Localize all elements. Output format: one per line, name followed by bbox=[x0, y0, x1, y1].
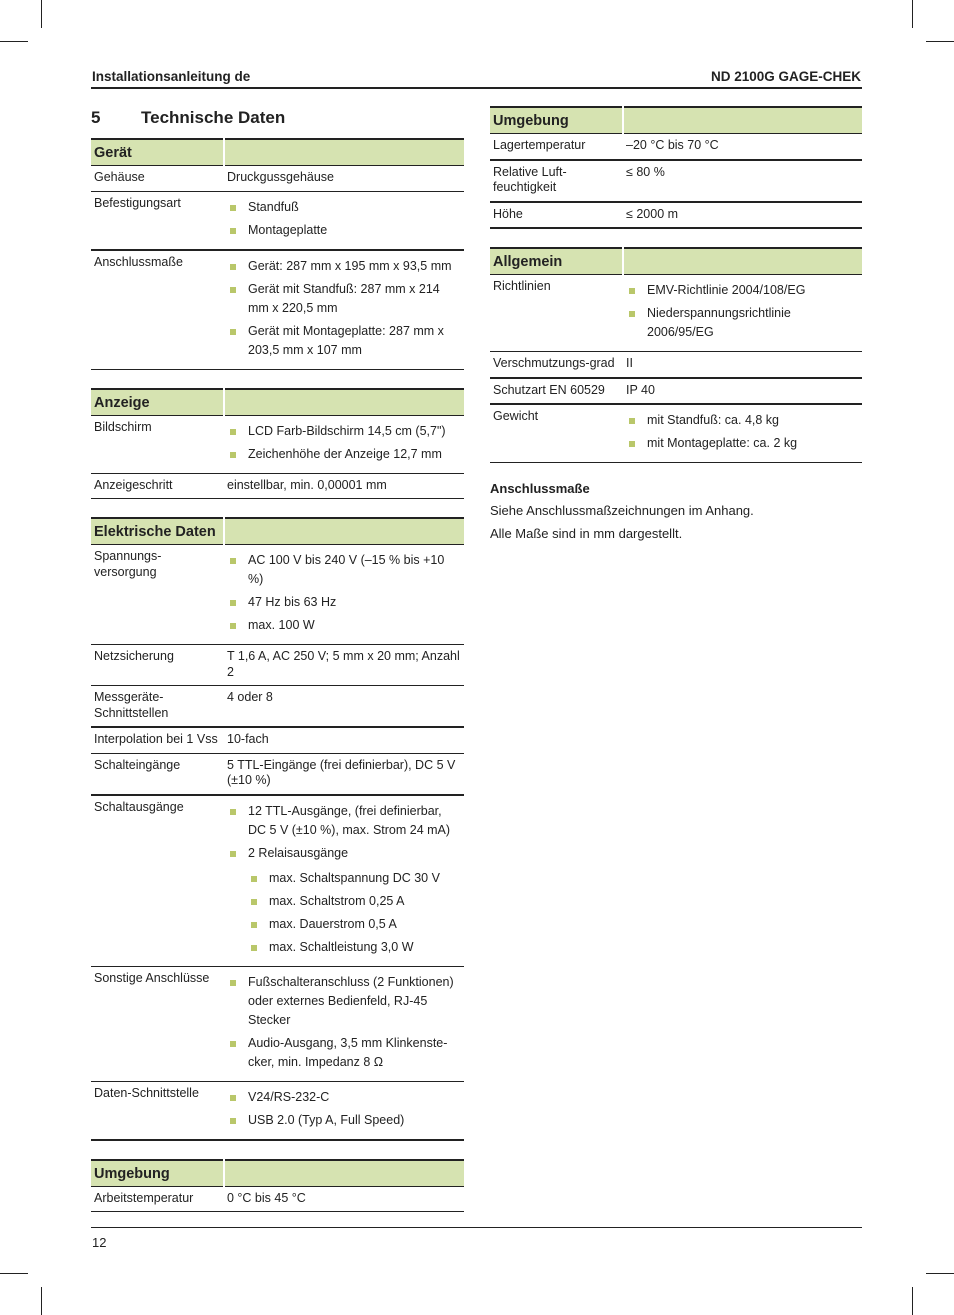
row-label: Schalteingänge bbox=[91, 753, 224, 795]
list-item: Gerät mit Montageplatte: 287 mm x 203,5 mm x 107 mm bbox=[227, 322, 461, 360]
table-title: Umgebung bbox=[490, 107, 623, 134]
list-item: Montageplatte bbox=[227, 221, 461, 240]
crop-mark bbox=[912, 1287, 913, 1315]
table-row bbox=[91, 415, 464, 473]
list-item: max. Dauerstrom 0,5 A bbox=[248, 915, 461, 934]
bullet-icon bbox=[251, 876, 257, 882]
list-item: Audio-Ausgang, 3,5 mm Klinkenste-cker, min. Impedanz 8 Ω bbox=[227, 1034, 461, 1072]
section-title: Technische Daten bbox=[141, 108, 286, 127]
table-row bbox=[91, 686, 464, 728]
bullet-icon bbox=[230, 809, 236, 815]
list-item: Gerät: 287 mm x 195 mm x 93,5 mm bbox=[227, 257, 461, 276]
list-item: mit Standfuß: ca. 4,8 kg bbox=[626, 411, 859, 430]
table-umgebung-left bbox=[91, 1159, 464, 1213]
table-row bbox=[91, 473, 464, 499]
row-label: Anzeigeschritt bbox=[91, 473, 224, 499]
bullet-icon bbox=[230, 623, 236, 629]
row-label: Bildschirm bbox=[91, 415, 224, 473]
row-label: Messgeräte-Schnittstellen bbox=[91, 686, 224, 728]
header-rule bbox=[91, 87, 862, 89]
list-item: AC 100 V bis 240 V (–15 % bis +10 %) bbox=[227, 551, 461, 589]
table-row bbox=[91, 753, 464, 795]
bullet-icon bbox=[629, 418, 635, 424]
row-value: Druckgussgehäuse bbox=[224, 166, 464, 192]
table-allgemein bbox=[490, 247, 862, 463]
crop-mark bbox=[0, 41, 28, 42]
row-label: Schaltausgänge bbox=[91, 795, 224, 967]
running-header-left: Installationsanleitung de bbox=[92, 69, 251, 84]
row-value: IP 40 bbox=[623, 378, 862, 405]
table-row bbox=[91, 1186, 464, 1212]
row-label: Relative Luft-feuchtigkeit bbox=[490, 160, 623, 202]
table-row bbox=[91, 250, 464, 370]
table-row bbox=[490, 404, 862, 463]
list-item: max. Schaltstrom 0,25 A bbox=[248, 892, 461, 911]
bullet-icon bbox=[230, 429, 236, 435]
row-label: Höhe bbox=[490, 202, 623, 229]
bullet-icon bbox=[251, 945, 257, 951]
table-title: Allgemein bbox=[490, 248, 623, 275]
row-label: Verschmutzungs-grad bbox=[490, 352, 623, 378]
list-item: LCD Farb-Bildschirm 14,5 cm (5,7") bbox=[227, 422, 461, 441]
row-label: Lagertemperatur bbox=[490, 134, 623, 160]
table-anzeige bbox=[91, 388, 464, 500]
table-row bbox=[490, 352, 862, 378]
row-label: Schutzart EN 60529 bbox=[490, 378, 623, 405]
row-value: ≤ 2000 m bbox=[623, 202, 862, 229]
page-number: 12 bbox=[92, 1235, 107, 1250]
row-value: T 1,6 A, AC 250 V; 5 mm x 20 mm; Anzahl 2 bbox=[224, 645, 464, 686]
table-geraet bbox=[91, 138, 464, 370]
table-row bbox=[91, 166, 464, 192]
row-label: Sonstige Anschlüsse bbox=[91, 966, 224, 1081]
list-item: max. Schaltspannung DC 30 V bbox=[248, 869, 461, 888]
table-elektrische-daten bbox=[91, 517, 464, 1141]
right-column bbox=[490, 106, 862, 542]
bullet-icon bbox=[629, 441, 635, 447]
table-title: Gerät bbox=[91, 139, 224, 166]
table-row bbox=[91, 966, 464, 1081]
table-row bbox=[490, 160, 862, 202]
crop-mark bbox=[41, 0, 42, 28]
note-title: Anschlussmaße bbox=[490, 481, 590, 496]
table-row bbox=[490, 134, 862, 160]
list-item: max. Schaltleistung 3,0 W bbox=[248, 938, 461, 957]
list-item: 2 Relaisausgänge max. Schaltspannung DC 30 V max. Schaltstrom 0,25 A max. Dauerstrom 0,5 A max. Schaltleistung 3,0 W bbox=[227, 844, 461, 957]
bullet-icon bbox=[230, 1118, 236, 1124]
row-value: –20 °C bis 70 °C bbox=[623, 134, 862, 160]
list-item: 47 Hz bis 63 Hz bbox=[227, 593, 461, 612]
row-label: Spannungs-versorgung bbox=[91, 545, 224, 645]
table-title: Elektrische Daten bbox=[91, 518, 224, 545]
list-item: USB 2.0 (Typ A, Full Speed) bbox=[227, 1111, 461, 1130]
row-label: Richtlinien bbox=[490, 275, 623, 352]
row-label: Gewicht bbox=[490, 404, 623, 463]
note-text: Alle Maße sind in mm dargestellt. bbox=[490, 526, 683, 541]
table-umgebung-right bbox=[490, 106, 862, 229]
list-item: Niederspannungsrichtlinie 2006/95/EG bbox=[626, 304, 859, 342]
bullet-icon bbox=[629, 311, 635, 317]
bullet-icon bbox=[230, 980, 236, 986]
row-value: II bbox=[623, 352, 862, 378]
list-item: EMV-Richtlinie 2004/108/EG bbox=[626, 281, 859, 300]
table-row bbox=[91, 645, 464, 686]
list-item: Zeichenhöhe der Anzeige 12,7 mm bbox=[227, 445, 461, 464]
footer-rule bbox=[91, 1227, 862, 1228]
list-item: mit Montageplatte: ca. 2 kg bbox=[626, 434, 859, 453]
row-value: einstellbar, min. 0,00001 mm bbox=[224, 473, 464, 499]
row-value: 10-fach bbox=[224, 727, 464, 753]
bullet-icon bbox=[230, 1095, 236, 1101]
list-item: Fußschalteranschluss (2 Funktionen) oder externes Bedienfeld, RJ-45 Stecker bbox=[227, 973, 461, 1030]
table-title: Umgebung bbox=[91, 1160, 224, 1187]
table-row bbox=[490, 275, 862, 352]
bullet-icon bbox=[251, 922, 257, 928]
bullet-icon bbox=[230, 287, 236, 293]
row-label: Interpolation bei 1 Vss bbox=[91, 727, 224, 753]
table-row bbox=[91, 727, 464, 753]
bullet-icon bbox=[230, 1041, 236, 1047]
table-title: Anzeige bbox=[91, 389, 224, 416]
list-item: 12 TTL-Ausgänge, (frei definierbar, DC 5 V (±10 %), max. Strom 24 mA) bbox=[227, 802, 461, 840]
list-item: V24/RS-232-C bbox=[227, 1088, 461, 1107]
table-row bbox=[91, 795, 464, 967]
table-row bbox=[91, 191, 464, 250]
list-item: max. 100 W bbox=[227, 616, 461, 635]
bullet-icon bbox=[230, 205, 236, 211]
table-row bbox=[91, 1081, 464, 1140]
list-item: Gerät mit Standfuß: 287 mm x 214 mm x 220,5 mm bbox=[227, 280, 461, 318]
note-text: Siehe Anschlussmaßzeichnungen im Anhang. bbox=[490, 503, 754, 518]
crop-mark bbox=[0, 1273, 28, 1274]
bullet-icon bbox=[230, 851, 236, 857]
bullet-icon bbox=[230, 264, 236, 270]
bullet-icon bbox=[251, 899, 257, 905]
crop-mark bbox=[926, 41, 954, 42]
bullet-icon bbox=[230, 329, 236, 335]
row-label: Anschlussmaße bbox=[91, 250, 224, 370]
bullet-icon bbox=[230, 228, 236, 234]
section-number: 5 bbox=[91, 108, 101, 127]
table-row bbox=[91, 545, 464, 645]
bullet-icon bbox=[230, 600, 236, 606]
row-label: Arbeitstemperatur bbox=[91, 1186, 224, 1212]
table-row bbox=[490, 202, 862, 229]
running-header-right: ND 2100G GAGE-CHEK bbox=[710, 69, 861, 84]
bullet-icon bbox=[230, 558, 236, 564]
row-label: Befestigungsart bbox=[91, 191, 224, 250]
row-value: ≤ 80 % bbox=[623, 160, 862, 202]
crop-mark bbox=[912, 0, 913, 28]
list-item: Standfuß bbox=[227, 198, 461, 217]
row-label: Daten-Schnittstelle bbox=[91, 1081, 224, 1140]
row-label: Gehäuse bbox=[91, 166, 224, 192]
section-heading bbox=[91, 108, 464, 128]
bullet-icon bbox=[230, 452, 236, 458]
table-row bbox=[490, 378, 862, 405]
left-column bbox=[91, 106, 464, 1230]
row-label: Netzsicherung bbox=[91, 645, 224, 686]
row-value: 0 °C bis 45 °C bbox=[224, 1186, 464, 1212]
row-value: 4 oder 8 bbox=[224, 686, 464, 728]
row-value: 5 TTL-Eingänge (frei definierbar), DC 5 V (±10 %) bbox=[224, 753, 464, 795]
bullet-icon bbox=[629, 288, 635, 294]
crop-mark bbox=[41, 1287, 42, 1315]
crop-mark bbox=[926, 1273, 954, 1274]
